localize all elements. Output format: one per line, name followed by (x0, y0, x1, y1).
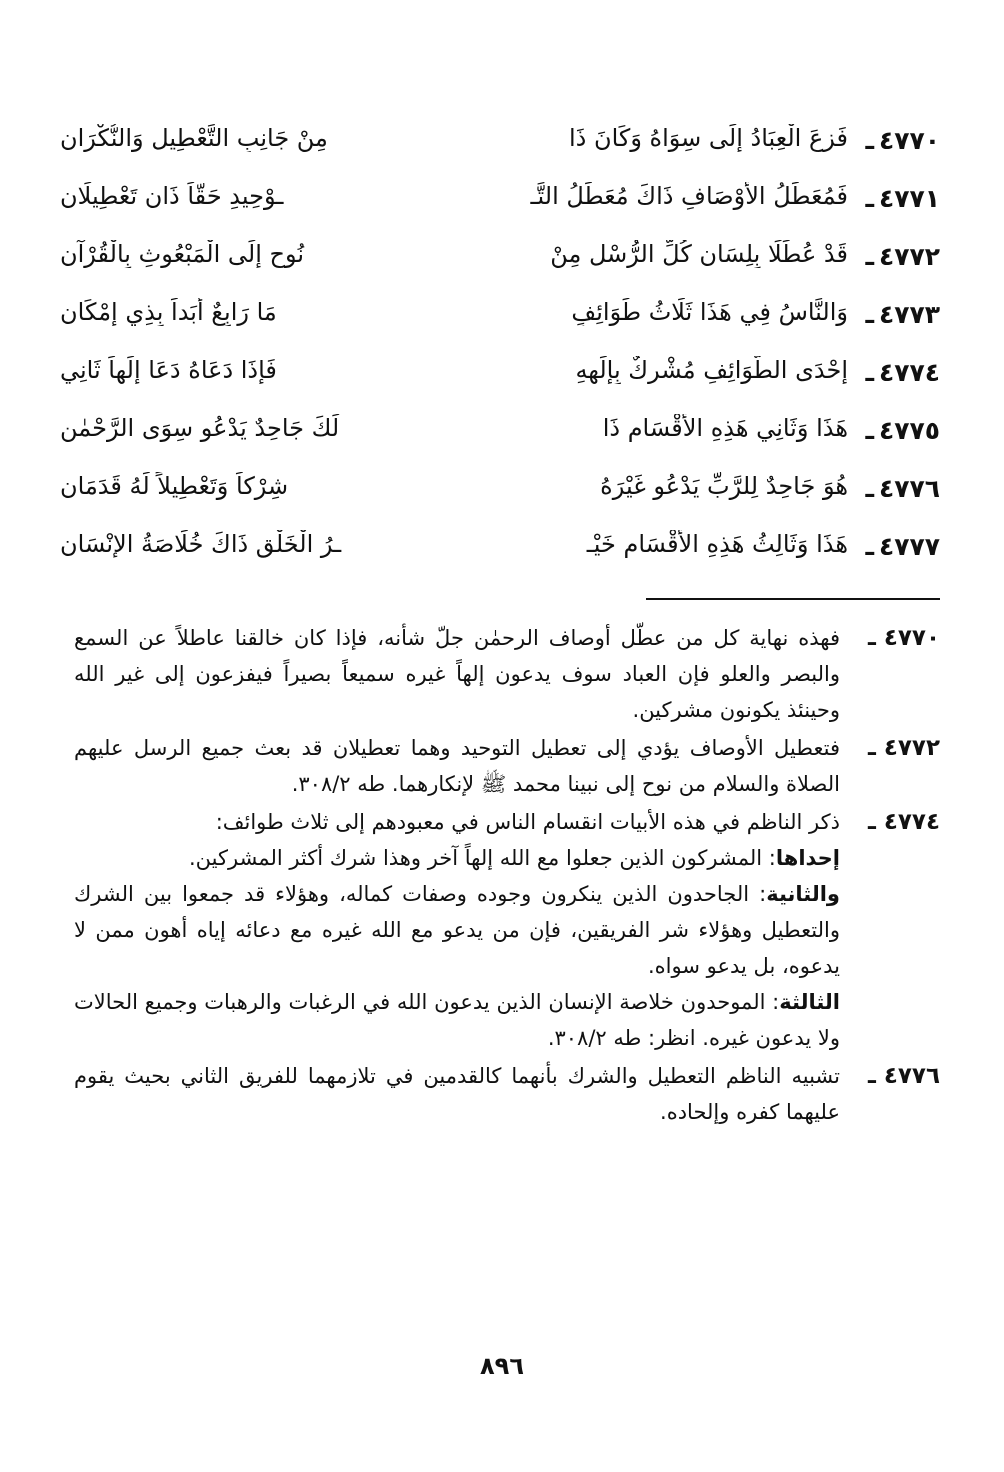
footnotes (74, 620, 940, 1132)
footnote-subitem (74, 984, 840, 1056)
verse-dash: ـ (865, 474, 874, 503)
footnote-number: ٤٧٧٦ ـ (867, 1063, 940, 1089)
footnote-number: ٤٧٧٠ ـ (867, 625, 940, 651)
verse-first-hemistich: إِحْدَى الطَّوَائِفِ مُشْرِكٌ بِإِلَهِهِ (575, 356, 848, 384)
verse-second-hemistich: لَكَ جَاحِدٌ يَدْعُو سِوَى الرَّحْمٰنِ (60, 414, 340, 442)
subitem-text: : الجاحدون الذين ينكرون وجوده وصفات كماله، وهؤلاء قد جمعوا بين الشرك والتعطيل وهؤلاء شر الفريقين، فإن من يدعو مع الله غيره مع دعائه إياه أهون ممن لا يدعوه، بل يدعو سواه. (74, 882, 840, 978)
verse-number: ٤٧٧٦ (878, 474, 940, 503)
subitem-label: والثانية (766, 882, 840, 906)
footnote (74, 620, 940, 728)
poem-verses (60, 120, 940, 584)
footnote (74, 730, 940, 802)
footnote-number: ٤٧٧٢ ـ (867, 735, 940, 761)
verse-first-hemistich: فَمُعَطِّلُ الأَوْصَافِ ذَاكَ مُعَطِّلُ التَّـ (530, 182, 848, 210)
verse-row (60, 120, 940, 178)
verse-second-hemistich: نُوحٍ إِلَى الْمَبْعُوثِ بِالْقُرْآنِ (60, 240, 305, 268)
verse-dash: ـ (865, 126, 874, 155)
footnote-text: تشبيه الناظم التعطيل والشرك بأنهما كالقدمين في تلازمهما للفريق الثاني بحيث يقوم عليهما كفره وإلحاده. (74, 1064, 840, 1124)
page-number: ٨٩٦ (480, 1352, 524, 1380)
verse-dash: ـ (865, 184, 874, 213)
verse-second-hemistich: فَإِذَا دَعَاهُ دَعَا إِلَهاً ثَانِي (60, 356, 277, 384)
verse-row (60, 526, 940, 584)
verse-first-hemistich: وَالنَّاسُ فِي هَذَا ثَلَاثُ طَوَائِفٍ (571, 298, 848, 326)
verse-second-hemistich: ـوْحِيدِ حَقّاً ذَانِ تَعْطِيلَانِ (60, 182, 284, 210)
verse-dash: ـ (865, 532, 874, 561)
verse-row (60, 352, 940, 410)
verse-first-hemistich: هُوَ جَاحِدٌ لِلرَّبِّ يَدْعُو غَيْرَهُ (600, 472, 848, 500)
footnote (74, 1058, 940, 1130)
verse-row (60, 178, 940, 236)
verse-number: ٤٧٧٧ (878, 532, 940, 561)
verse-first-hemistich: هَذَا وَثَانِي هَذِهِ الأَقْسَامِ ذَا (602, 414, 848, 442)
verse-dash: ـ (865, 300, 874, 329)
verse-dash: ـ (865, 416, 874, 445)
verse-row (60, 294, 940, 352)
footnote-subitem (74, 840, 840, 876)
verse-number: ٤٧٧١ (878, 184, 940, 213)
verse-number: ٤٧٧٤ (878, 358, 940, 387)
verse-row (60, 468, 940, 526)
verse-number: ٤٧٧٢ (878, 242, 940, 271)
verse-second-hemistich: مِنْ جَانِبِ التَّعْطِيلِ وَالنُّكْرَانِ (60, 124, 328, 152)
verse-second-hemistich: شِرْكاً وَتَعْطِيلاً لَهُ قَدَمَانِ (60, 472, 289, 500)
footnote-subitem (74, 876, 840, 984)
verse-dash: ـ (865, 242, 874, 271)
subitem-text: : الموحدون خلاصة الإنسان الذين يدعون الله في الرغبات والرهبات وجميع الحالات ولا يدعون غيره. انظر: طه ٣٠٨/٢. (74, 990, 840, 1050)
verse-number: ٤٧٧٣ (878, 300, 940, 329)
verse-first-hemistich: هَذَا وَثَالِثُ هَذِهِ الأَقْسَامِ خَيْـ (586, 530, 848, 558)
verse-number: ٤٧٧٥ (878, 416, 940, 445)
footnote (74, 804, 940, 1056)
verse-row (60, 236, 940, 294)
footnote-text: فهذه نهاية كل من عطّل أوصاف الرحمٰن جلّ شأنه، فإذا كان خالقنا عاطلاً عن السمع والبصر والعلو فإن العباد سوف يدعون إلهاً غيره سميعاً بصيراً فيفزعون إلى غير الله وحينئذ يكونون مشركين. (74, 626, 840, 722)
footnote-number: ٤٧٧٤ ـ (867, 809, 940, 835)
footnote-text: فتعطيل الأوصاف يؤدي إلى تعطيل التوحيد وهما تعطيلان قد بعث جميع الرسل عليهم الصلاة والسلام من نوح إلى نبينا محمد ﷺ لإنكارهما. طه ٣٠٨/٢. (74, 736, 840, 796)
verse-first-hemistich: قَدْ عُطِّلَا بِلِسَانِ كُلِّ الرُّسْلِ مِنْ (550, 240, 848, 268)
verse-row (60, 410, 940, 468)
footnote-text: ذكر الناظم في هذه الأبيات انقسام الناس في معبودهم إلى ثلاث طوائف: (215, 810, 840, 834)
verse-second-hemistich: مَا رَابِعٌ أَبَداً بِذِي إِمْكَانِ (60, 298, 277, 326)
verse-first-hemistich: فَزِعَ الْعِبَادُ إِلَى سِوَاهُ وَكَانَ ذَا (568, 124, 848, 152)
subitem-label: الثالثة (779, 990, 840, 1014)
subitem-text: : المشركون الذين جعلوا مع الله إلهاً آخر وهذا شرك أكثر المشركين. (188, 846, 776, 870)
verse-dash: ـ (865, 358, 874, 387)
subitem-label: إحداها (775, 846, 840, 870)
verse-number: ٤٧٧٠ (878, 126, 940, 155)
verse-second-hemistich: ـرُ الْخَلْقِ ذَاكَ خُلَاصَةُ الإِنْسَانِ (60, 530, 342, 558)
footnote-separator (646, 598, 940, 600)
